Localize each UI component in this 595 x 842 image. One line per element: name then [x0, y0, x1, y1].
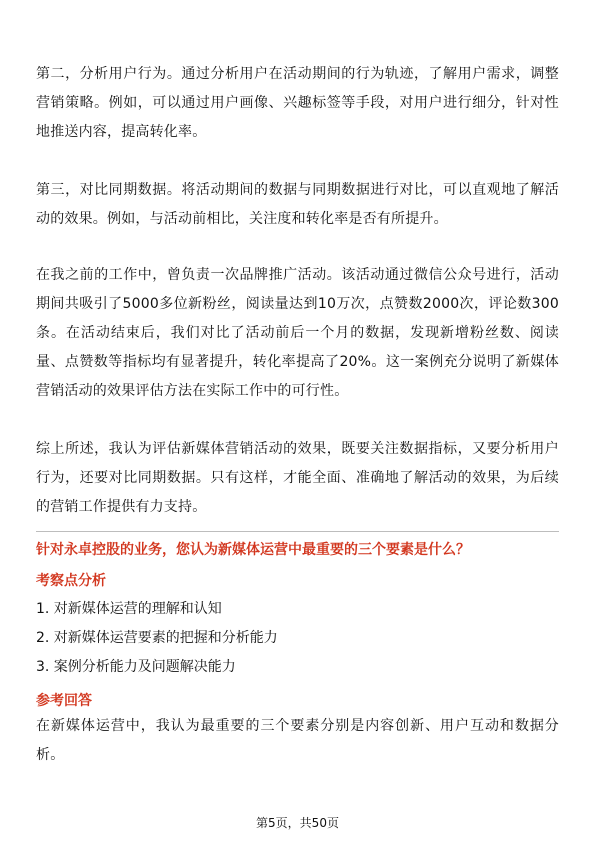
- paragraph-compare-data: 第三，对比同期数据。将活动期间的数据与同期数据进行对比，可以直观地了解活动的效果。例如，与活动前相比，关注度和转化率是否有所提升。: [36, 182, 559, 227]
- analysis-list: [36, 595, 559, 682]
- interview-question: 针对永卓控股的业务，您认为新媒体运营中最重要的三个要素是什么？: [36, 542, 470, 558]
- reference-heading: 参考回答: [36, 693, 92, 709]
- analysis-heading: 考察点分析: [36, 573, 106, 589]
- list-item: 3. 案例分析能力及问题解决能力: [36, 659, 236, 675]
- list-item: 2. 对新媒体运营要素的把握和分析能力: [36, 630, 278, 646]
- reference-answer: 在新媒体运营中，我认为最重要的三个要素分别是内容创新、用户互动和数据分析。: [36, 718, 559, 763]
- paragraph-case-example: 在我之前的工作中，曾负责一次品牌推广活动。该活动通过微信公众号进行，活动期间共吸引了5000多位新粉丝，阅读量达到10万次，点赞数2000次，评论数300条。在活动结束后，我们对比了活动前后一个月的数据，发现新增粉丝数、阅读量、点赞数等指标均有显著提升，转化率提高了20%。这一案例充分说明了新媒体营销活动的效果评估方法在实际工作中的可行性。: [36, 267, 559, 399]
- section-divider: [36, 531, 559, 532]
- list-item: 1. 对新媒体运营的理解和认知: [36, 601, 222, 617]
- paragraph-user-behavior: 第二，分析用户行为。通过分析用户在活动期间的行为轨迹，了解用户需求，调整营销策略。例如，可以通过用户画像、兴趣标签等手段，对用户进行细分，针对性地推送内容，提高转化率。: [36, 66, 559, 140]
- paragraph-summary: 综上所述，我认为评估新媒体营销活动的效果，既要关注数据指标，又要分析用户行为，还要对比同期数据。只有这样，才能全面、准确地了解活动的效果，为后续的营销工作提供有力支持。: [36, 441, 559, 515]
- page-number: 第5页，共50页: [256, 816, 339, 830]
